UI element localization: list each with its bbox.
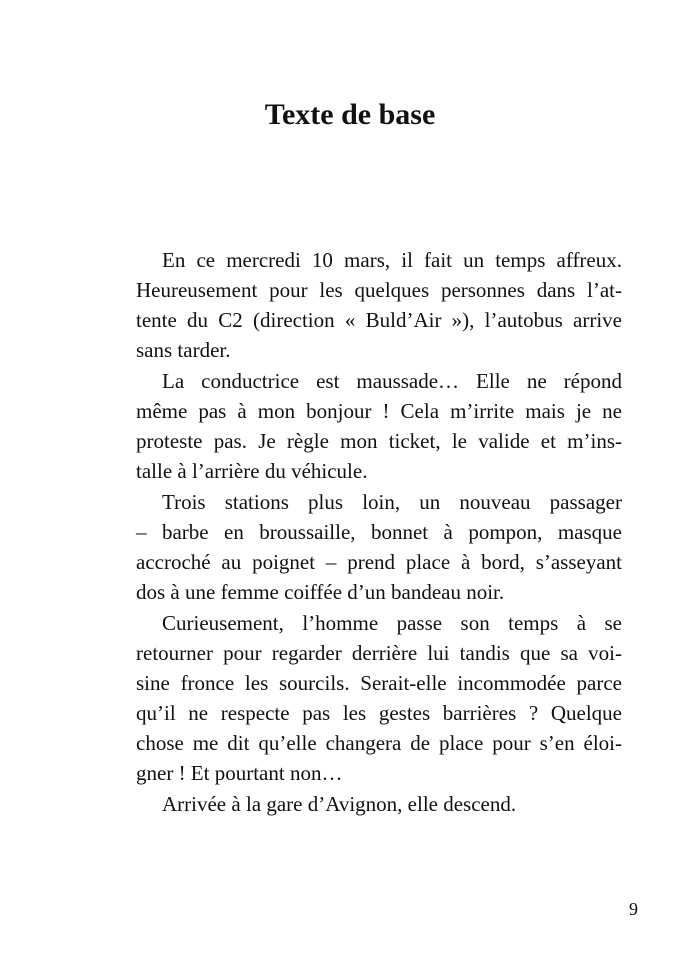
text-line: retourner pour regarder derrière lui tandis que sa voi-: [136, 641, 622, 665]
text-line: gner ! Et pourtant non…: [136, 761, 343, 785]
text-line: Heureusement pour les quelques personnes dans l’at-: [136, 278, 622, 302]
text-line: sans tarder.: [136, 338, 231, 362]
text-line: Curieusement, l’homme passe son temps à se: [162, 611, 622, 635]
text-line: dos à une femme coiffée d’un bandeau noir.: [136, 580, 505, 604]
text-line: Arrivée à la gare d’Avignon, elle descend.: [162, 792, 517, 816]
text-line: La conductrice est maussade… Elle ne répond: [162, 369, 622, 393]
text-line: chose me dit qu’elle changera de place pour s’en éloi-: [136, 731, 622, 755]
page-title: Texte de base: [264, 98, 436, 131]
text-line: tente du C2 (direction « Buld’Air »), l’autobus arrive: [136, 308, 622, 332]
text-line: talle à l’arrière du véhicule.: [136, 459, 368, 483]
page-number: 9: [629, 899, 638, 919]
text-line: sine fronce les sourcils. Serait-elle incommodée parce: [136, 671, 622, 695]
text-line: – barbe en broussaille, bonnet à pompon, masque: [136, 520, 622, 544]
text-line: accroché au poignet – prend place à bord, s’asseyant: [136, 550, 622, 574]
text-line: qu’il ne respecte pas les gestes barrières ? Quelque: [136, 701, 622, 725]
text-line: Trois stations plus loin, un nouveau passager: [162, 490, 622, 514]
text-line: même pas à mon bonjour ! Cela m’irrite mais je ne: [136, 399, 622, 423]
text-line: proteste pas. Je règle mon ticket, le valide et m’ins-: [136, 429, 622, 453]
text-line: En ce mercredi 10 mars, il fait un temps affreux.: [162, 248, 622, 272]
